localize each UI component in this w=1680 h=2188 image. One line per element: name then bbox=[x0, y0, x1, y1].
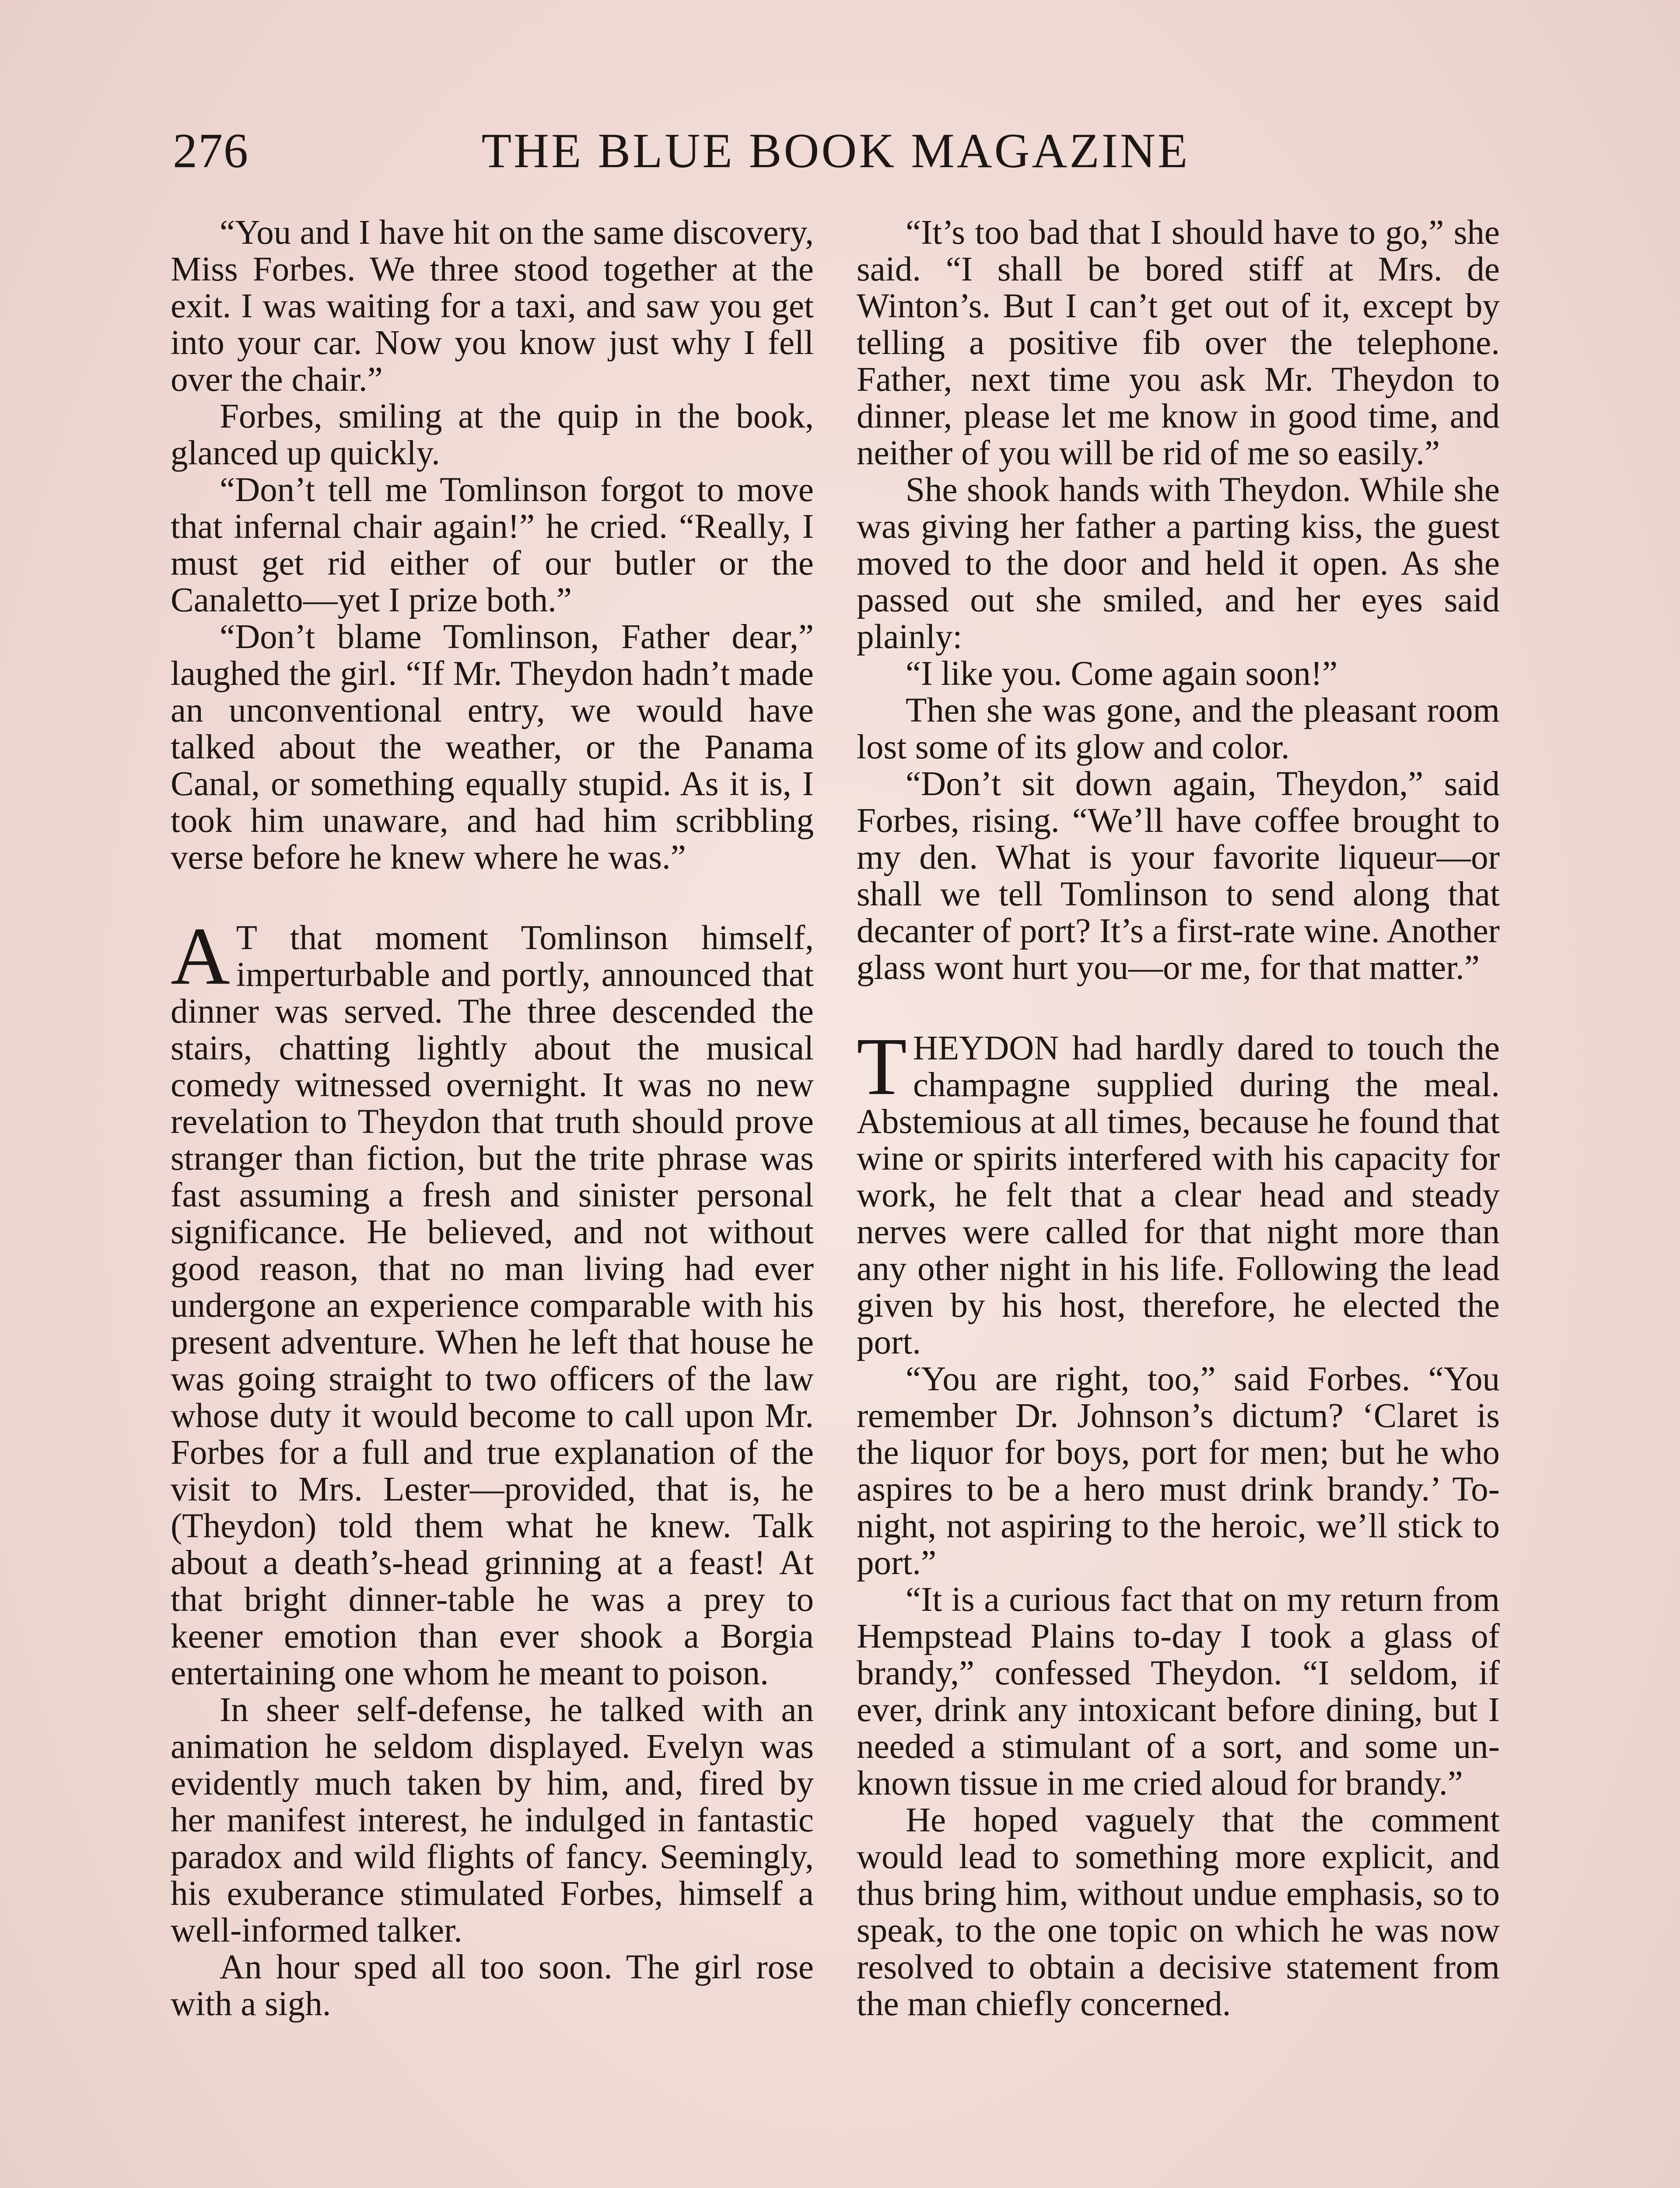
paragraph: “I like you. Come again soon!” bbox=[906, 655, 1338, 693]
paragraph-text: T that moment Tomlinson himself, imperturbable and portly, announced that dinner was served. The three descended the stairs, chatting lightly about the musical comedy witnessed overnight. It was no new revelation to Theydon that truth should prove stranger than fiction, but the trite phrase was fast assuming a fresh and sinister personal significance. He believed, and not without good reason, that no man living had ever undergone an experience comparable with his present adventure. When he left that house he was going straight to two officers of the law whose duty it would become to call upon Mr. Forbes for a full and true explanation of the visit to Mrs. Lester—provided, that is, he (Theydon) told them what he knew. Talk about a death’s-head grinning at a feast! At that bright dinner-table he was a prey to keener emotion than ever shook a Borgia entertaining one whom he meant to poison. bbox=[171, 919, 814, 1692]
right-column bbox=[857, 214, 1500, 2023]
paragraph: “It is a curious fact that on my return from Hempstead Plains to-day I took a glass of brandy,” confessed Theydon. “I seldom, if ever, drink any intoxicant before dining, but I needed a stimulant of a sort, and some unknown tissue in me cried aloud for brandy.” bbox=[857, 1581, 1500, 1802]
paragraph: She shook hands with Theydon. While she was giving her father a parting kiss, the guest moved to the door and held it open. As she passed out she smiled, and her eyes said plainly: bbox=[857, 471, 1500, 656]
paragraph: “It’s too bad that I should have to go,” she said. “I shall be bored stiff at Mrs. de Winton’s. But I can’t get out of it, except by telling a positive fib over the telephone. Father, next time you ask Mr. Theydon to dinner, please let me know in good time, and neither of you will be rid of me so easily.” bbox=[857, 214, 1500, 472]
paragraph-text: HEYDON had hardly dared to touch the champagne supplied during the meal. Abstemious at all times, because he found that wine or spirits interfered with his capacity for work, he felt that a clear head and steady nerves were called for that night more than any other night in his life. Following the lead given by his host, therefore, he elected the port. bbox=[857, 1029, 1500, 1361]
page-header bbox=[173, 120, 1498, 182]
paragraph: “You and I have hit on the same discovery, Miss Forbes. We three stood together at the exit. I was waiting for a taxi, and saw you get into your car. Now you know just why I fell over the chair.” bbox=[171, 214, 814, 399]
drop-cap: T bbox=[857, 1020, 907, 1112]
paragraph: He hoped vaguely that the comment would lead to something more explicit, and thus bring him, without undue emphasis, so to speak, to the one topic on which he was now resolved to obtain a decisive statement from the man chiefly concerned. bbox=[857, 1801, 1500, 2023]
paragraph: In sheer self-defense, he talked with an animation he seldom displayed. Evelyn was evidently much taken by him, and, fired by her manifest interest, he indulged in fantastic paradox and wild flights of fancy. Seemingly, his exuberance stimulated Forbes, himself a well-informed talker. bbox=[171, 1691, 814, 1950]
paragraph: “You are right, too,” said Forbes. “You remember Dr. Johnson’s dictum? ‘Claret is the liquor for boys, port for men; but he who aspires to be a hero must drink brandy.’ To-night, not aspiring to the heroic, we’ll stick to port.” bbox=[857, 1360, 1500, 1582]
paragraph: Forbes, smiling at the quip in the book, glanced up quickly. bbox=[171, 397, 814, 472]
drop-cap: A bbox=[171, 910, 230, 1002]
page-number: 276 bbox=[173, 124, 249, 178]
section-start-paragraph bbox=[857, 1020, 1500, 1361]
section-start-paragraph bbox=[171, 910, 814, 1692]
left-column bbox=[171, 214, 814, 2023]
paragraph: Then she was gone, and the pleasant room lost some of its glow and color. bbox=[857, 691, 1500, 766]
paragraph: “Don’t tell me Tomlinson forgot to move that infernal chair again!” he cried. “Really, I must get rid either of our butler or the Canaletto—yet I prize both.” bbox=[171, 471, 814, 619]
running-head-title: THE BLUE BOOK MAGAZINE bbox=[481, 124, 1190, 178]
paragraph: “Don’t sit down again, Theydon,” said Forbes, rising. “We’ll have coffee brought to my den. What is your favorite liqueur—or shall we tell Tomlinson to send along that decanter of port? It’s a first-rate wine. Another glass wont hurt you—or me, for that matter.” bbox=[857, 765, 1500, 987]
paragraph: An hour sped all too soon. The girl rose with a sigh. bbox=[171, 1948, 814, 2023]
paragraph: “Don’t blame Tomlinson, Father dear,” laughed the girl. “If Mr. Theydon hadn’t made an unconventional entry, we would have talked about the weather, or the Panama Canal, or something equally stupid. As it is, I took him unaware, and had him scribbling verse before he knew where he was.” bbox=[171, 618, 814, 877]
